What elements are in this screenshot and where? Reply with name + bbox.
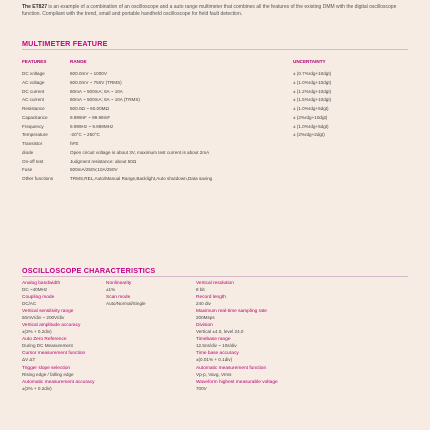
spec-label: Auto Zero Reference: [22, 337, 67, 343]
spec-label: Vertical amplitude accuracy: [22, 323, 81, 329]
spec-value: ΔV ΔT: [22, 357, 36, 363]
spec-cell: [196, 295, 226, 307]
spec-value: ±1%: [106, 287, 116, 292]
spec-cell: [22, 366, 74, 378]
header-range: RANGE: [70, 59, 87, 64]
row-feature: Temperature: [22, 132, 48, 138]
spec-value: 50mV/div ~ 200V/div: [22, 315, 65, 321]
spec-cell: [22, 309, 73, 321]
spec-value: Auto/Normal/Single: [106, 301, 146, 307]
spec-label: Vertical sensitivity range: [22, 309, 74, 315]
table-row: [22, 323, 408, 337]
spec-value: Rising edge / falling edge: [22, 371, 74, 377]
multimeter-table: [22, 70, 408, 184]
row-feature: DC voltage: [22, 71, 45, 76]
header-uncertainty: UNCERTAINTY: [293, 59, 326, 64]
row-feature: diode: [22, 149, 34, 155]
spec-value: DC/AC: [22, 301, 37, 307]
header-feature: FEATURES: [22, 59, 47, 64]
table-row: [22, 88, 408, 97]
row-range: 60mA ~ 500mA; 6A ~ 10A (TRMS): [70, 97, 140, 103]
spec-cell: [22, 351, 85, 363]
row-uncertainty: ± (1.0%rdg+5dgt): [293, 106, 329, 111]
table-row: [22, 140, 408, 149]
spec-cell: [106, 281, 131, 293]
spec-label: Scan mode: [106, 295, 131, 301]
spec-cell: [196, 323, 243, 335]
spec-cell: [196, 337, 237, 349]
row-feature: Frequency: [22, 123, 44, 129]
spec-label: Waveform highest measurable voltage: [196, 379, 278, 385]
spec-label: Analog bandwidth: [22, 281, 61, 286]
spec-value: 240 div: [196, 301, 211, 307]
row-feature: Transistor: [22, 141, 43, 146]
row-feature: DC current: [22, 88, 45, 94]
row-feature: Resistance: [22, 106, 45, 111]
row-feature: On-off test: [22, 158, 44, 164]
table-row: [22, 123, 408, 132]
table-row: [22, 105, 408, 114]
row-feature: Fuse: [22, 167, 33, 173]
spec-value: DC ~40MHz: [22, 287, 48, 292]
spec-cell: [106, 295, 146, 307]
intro-brand: The ET827: [22, 4, 48, 10]
table-row: [22, 295, 408, 309]
row-range: Judgment resistance: about 50Ω: [70, 158, 137, 164]
spec-cell: [22, 380, 95, 392]
spec-value: ±(3% + 0.2div): [22, 329, 52, 335]
spec-value: Vp-p, Vavg, Vrms: [196, 371, 232, 377]
row-range: 60mA ~ 500mA; 6A ~ 10A: [70, 88, 123, 94]
spec-cell: [196, 366, 266, 378]
table-row: [22, 309, 408, 323]
spec-value: 200Msps: [196, 315, 215, 321]
spec-cell: [22, 281, 60, 293]
multimeter-divider: [22, 49, 408, 50]
spec-cell: [196, 380, 278, 392]
table-row: [22, 380, 408, 394]
oscilloscope-table: [22, 281, 408, 394]
row-feature: Capacitance: [22, 114, 48, 120]
spec-value: 12.5ns/div ~ 10s/div: [196, 343, 237, 349]
table-row: [22, 337, 408, 351]
spec-value: Vertical ±4.0, level 24.0: [196, 329, 244, 335]
spec-value: 700V: [196, 385, 207, 391]
row-range: 500mA/250V,10A/250V: [70, 167, 118, 173]
row-uncertainty: ± (2%rdg+2dgt): [293, 132, 325, 138]
spec-cell: [22, 295, 54, 307]
intro-text: is an example of a combination of an oscilloscope and a auto range multimeter that combines all the features of the existing DMM with the digital oscilloscope function. Compliant with the trend, small and portable handheld oscilloscope for field fault detection.: [22, 4, 397, 17]
spec-label: Record length: [196, 295, 226, 301]
table-row: [22, 158, 408, 167]
row-uncertainty: ± (0.7%rdg+10dgt): [293, 71, 332, 76]
table-row: [22, 166, 408, 175]
spec-label: Automatic measurement function: [196, 365, 267, 371]
spec-label: Vertical resolution: [196, 281, 234, 286]
spec-label: Maximum real-time sampling rate: [196, 309, 267, 315]
spec-value: ±(3% + 0.2div): [22, 385, 52, 391]
spec-cell: [196, 281, 234, 293]
table-row: [22, 70, 408, 79]
row-feature: AC current: [22, 97, 44, 103]
table-row: [22, 366, 408, 380]
spec-cell: [196, 351, 239, 363]
spec-value: During DC Measurement: [22, 343, 73, 349]
row-uncertainty: ± (1.0%rdg+5dgt): [293, 123, 329, 129]
spec-label: Timebase range: [196, 337, 231, 343]
row-range: 600.0Ω ~ 60.00MΩ: [70, 106, 109, 111]
row-range: 600.0mV ~ 1000V: [70, 71, 107, 76]
spec-label: Cursor measurement function: [22, 351, 86, 357]
spec-label: Trigger slope selection: [22, 365, 71, 371]
row-range: TRMS,REL,Auto/Manual Range,Backlight,Auto shutdown,Data saving: [70, 176, 213, 181]
row-uncertainty: ± (1.0%rdg+10dgt): [293, 79, 332, 85]
oscilloscope-divider: [22, 276, 408, 277]
row-feature: AC voltage: [22, 79, 45, 85]
spec-cell: [22, 337, 73, 349]
spec-value: 8 bit: [196, 287, 205, 292]
row-range: Open circuit voltage is about 3V, maximum test current is about 2mA: [70, 149, 210, 155]
table-row: [22, 131, 408, 140]
row-range: hFE: [70, 141, 79, 146]
table-row: [22, 149, 408, 158]
table-row: [22, 114, 408, 123]
row-range: 9.999nF ~ 99.99mF: [70, 114, 111, 120]
spec-label: Division: [196, 323, 213, 329]
row-feature: Other functions: [22, 176, 54, 181]
multimeter-header: [22, 59, 408, 67]
spec-label: Time base accuracy: [196, 351, 239, 357]
multimeter-title: MULTIMETER FEATURE: [22, 39, 108, 48]
table-row: [22, 175, 408, 184]
table-row: [22, 79, 408, 88]
spec-label: Automatic measurement accuracy: [22, 379, 95, 385]
oscilloscope-title: OSCILLOSCOPE CHARACTERISTICS: [22, 266, 156, 275]
row-range: 600.0mV ~ 750V (TRMS): [70, 79, 122, 85]
table-row: [22, 351, 408, 365]
row-range: 9.999Hz ~ 9.999MHz: [70, 123, 114, 129]
intro-paragraph: [22, 4, 410, 17]
spec-cell: [22, 323, 80, 335]
spec-label: Nonlinearity: [106, 281, 132, 286]
table-row: [22, 96, 408, 105]
spec-label: Coupling mode: [22, 295, 55, 301]
spec-value: ±(0.01% + 0.1div): [196, 357, 233, 363]
table-row: [22, 281, 408, 295]
row-uncertainty: ± (2%rdg+10dgt): [293, 114, 328, 120]
row-range: -20°C ~ 250°C: [70, 132, 100, 138]
spec-cell: [196, 309, 267, 321]
row-uncertainty: ± (1.2%rdg+10dgt): [293, 88, 332, 94]
row-uncertainty: ± (1.5%rdg+10dgt): [293, 97, 332, 103]
